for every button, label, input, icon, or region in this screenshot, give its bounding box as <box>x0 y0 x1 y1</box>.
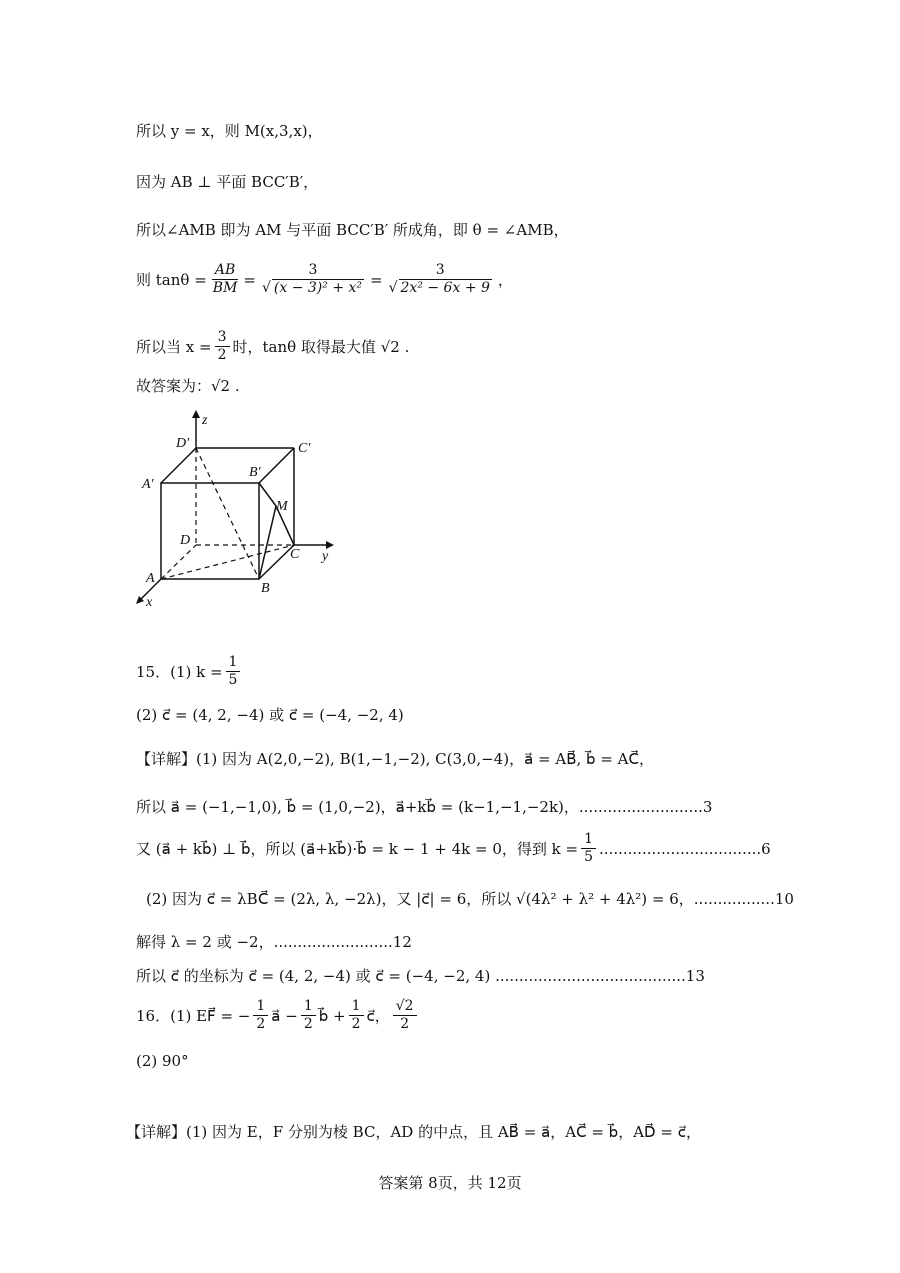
page-footer: 答案第 8页，共 12页 <box>378 1174 522 1192</box>
z-axis-arrowhead <box>192 410 200 418</box>
y-axis-arrowhead <box>326 541 334 549</box>
fraction: $\frac{AB}{BM}$ <box>212 262 238 296</box>
q15-solution-line: 所以 a⃗ = (−1,−1,0), b⃗ = (1,0,−2)，a⃗+kb⃗ = (k−1,−1,−2k)，..........................3 <box>136 798 713 816</box>
q16-solution-line: 【详解】(1) 因为 E，F 分别为棱 BC，AD 的中点，且 AB⃗ = a⃗，AC⃗ = b⃗，AD⃗ = c⃗， <box>126 1123 701 1141</box>
q15-answer-2: (2) c⃗ = (4, 2, −4) 或 c⃗ = (−4, −2, 4) <box>136 706 404 724</box>
label-A: A <box>146 571 155 586</box>
fraction: $\frac{3}{2}$ <box>215 329 230 364</box>
q15-solution-line: 解得 λ = 2 或 −2，.........................12 <box>136 933 412 951</box>
solution-line: 所以∠AMB 即为 AM 与平面 BCC′B′ 所成角，即 θ = ∠AMB， <box>136 221 569 239</box>
label-z: z <box>202 413 208 428</box>
label-B: B <box>261 581 270 596</box>
cube-edge <box>161 448 196 483</box>
cube-edge <box>259 448 294 483</box>
fraction: $\frac{√2}{2}$ <box>393 998 417 1033</box>
max-value-line: 所以当 x = $\frac{3}{2}$ 时，tanθ 取得最大值 √2 . <box>136 329 410 363</box>
label-Aprime: A′ <box>142 477 154 492</box>
fraction: $\frac{3}{\text{√ 2x² − 6x + 9}}$ <box>388 262 490 296</box>
solution-line: 因为 AB ⊥ 平面 BCC′B′， <box>136 173 319 191</box>
label-Bprime: B′ <box>249 465 261 480</box>
q15-answer-1: 15．(1) k = $\frac{1}{5}$ <box>136 654 243 689</box>
tan-equation-line: 则 tanθ = $\frac{AB}{BM}$ = $\frac{3}{\text{√ (x − 3)² + x²}}$ = $\frac{3}{\text{√ 2x² − 6x + 9}}$ ， <box>136 262 513 296</box>
label-M: M <box>276 499 288 514</box>
equation-prefix: 则 tanθ = <box>136 271 207 289</box>
q16-answer-2: (2) 90° <box>136 1052 189 1070</box>
q15-solution-line: 又 (a⃗ + kb⃗) ⊥ b⃗，所以 (a⃗+kb⃗)·b⃗ = k − 1 + 4k = 0，得到 k = $\frac{1}{5}$ ..................................6 <box>136 831 771 865</box>
cube-edge <box>259 545 294 579</box>
fraction: $\frac{1}{2}$ <box>301 998 316 1033</box>
segment-AC <box>161 545 294 579</box>
label-C: C <box>290 547 300 562</box>
q16-answer-1: 16．(1) EF⃗ = − $\frac{1}{2}$ a⃗ − $\frac{1}{2}$ b⃗ + $\frac{1}{2}$ c⃗， $\frac{√2}{2}$ <box>136 998 420 1033</box>
hidden-edge <box>161 545 196 579</box>
segment-BM <box>259 506 276 579</box>
q15-solution-line: 所以 c⃗ 的坐标为 c⃗ = (4, 2, −4) 或 c⃗ = (−4, −2, 4) ........................................13 <box>136 967 705 985</box>
label-Cprime: C′ <box>298 441 311 456</box>
q15-solution-line: 【详解】(1) 因为 A(2,0,−2), B(1,−1,−2), C(3,0,−4)，a⃗ = AB⃗, b⃗ = AC⃗， <box>136 750 654 768</box>
cube-figure <box>130 410 350 610</box>
fraction: $\frac{1}{5}$ <box>581 831 596 866</box>
answer-line: 故答案为：√2 . <box>136 377 240 395</box>
label-D: D <box>180 533 191 548</box>
fraction: $\frac{1}{2}$ <box>349 998 364 1033</box>
label-x: x <box>146 595 153 610</box>
label-Dprime: D′ <box>176 436 190 451</box>
fraction: $\frac{1}{5}$ <box>226 654 241 689</box>
fraction: $\frac{3}{\text{√ (x − 3)² + x²}}$ <box>261 262 363 296</box>
segment-BprimeM <box>259 483 276 506</box>
fraction: $\frac{1}{2}$ <box>253 998 268 1033</box>
q15-solution-line: (2) 因为 c⃗ = λBC⃗ = (2λ, λ, −2λ)，又 |c⃗| = 6，所以 √(4λ² + λ² + 4λ²) = 6，.................10 <box>146 890 794 908</box>
label-y: y <box>322 549 329 564</box>
solution-line: 所以 y = x，则 M(x,3,x)， <box>136 122 323 140</box>
